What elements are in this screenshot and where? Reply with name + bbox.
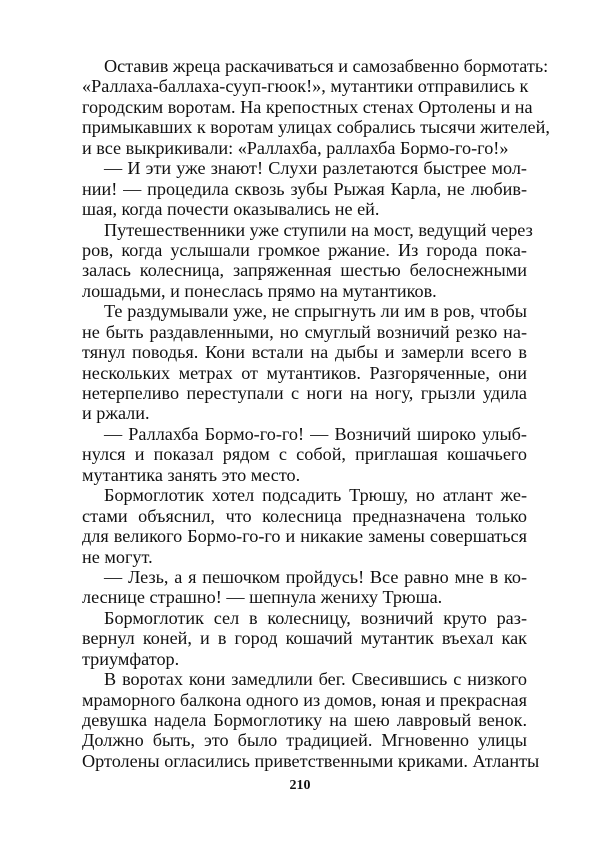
text-line: мутантика занять это место.: [82, 464, 301, 485]
text-line: В воротах кони замедлили бег. Свесившись с низкого: [104, 669, 527, 690]
page-number: 210: [289, 778, 311, 793]
text-line: и все выкрикивали: «Раллахба, раллахба Бормо-го-го!»: [82, 137, 509, 158]
text-line: девушка надела Бормоглотику на шею лавровый венок.: [82, 710, 527, 730]
text-line: Те раздумывали уже, не спрыгнуть ли им в ров, чтобы: [104, 301, 527, 322]
text-line: Оставив жреца раскачиваться и самозабвенно бормотать:: [104, 56, 549, 76]
text-line: и ржали.: [82, 403, 150, 424]
text-line: Путешественники уже ступили на мост, ведущий через: [104, 219, 533, 240]
text-line: ров, когда услышали громкое ржание. Из города пока-: [82, 239, 527, 260]
text-line: нулся и показал рядом с собой, приглашая кошачьего: [82, 444, 527, 465]
text-line: нескольких метрах от мутантиков. Разгоряченные, они: [82, 362, 527, 383]
paragraph: [82, 485, 527, 567]
paragraph: [82, 608, 527, 669]
text-line: примыкавших к воротам улицах собрались тысячи жителей,: [82, 117, 550, 138]
paragraph: [82, 158, 527, 219]
text-line: тянул поводья. Кони встали на дыбы и замерли всего в: [82, 342, 527, 363]
text-line: Бормоглотик хотел подсадить Трюшу, но атлант же-: [104, 485, 527, 506]
paragraph: [82, 56, 550, 158]
paragraph: [82, 301, 527, 424]
text-line: нии! — процедила сквозь зубы Рыжая Карла, не любив-: [82, 178, 527, 199]
text-line: — И эти уже знают! Слухи разлетаются быстрее мол-: [104, 158, 527, 179]
text-line: залась колесница, запряженная шестью белоснежными: [82, 260, 527, 281]
text-line: лошадьми, и понеслась прямо на мутантиков.: [82, 280, 437, 301]
text-line: не могут.: [82, 546, 153, 567]
text-line: для великого Бормо-го-го и никакие замены совершаться: [82, 526, 527, 547]
paragraph: [82, 567, 527, 608]
text-line: шая, когда почести оказывались не ей.: [82, 199, 380, 220]
text-line: Ортолены огласились приветственными криками. Атланты: [82, 750, 540, 771]
text-line: стами объяснил, что колесница предназначена только: [82, 505, 527, 526]
text-line: городским воротам. На крепостных стенах Ортолены и на: [82, 96, 533, 117]
text-line: нетерпеливо переступали с ноги на ногу, грызли удила: [82, 383, 527, 403]
text-line: леснице страшно! — шепнула жениху Трюша.: [82, 587, 443, 608]
paragraph: [82, 219, 533, 302]
text-line: вернул коней, и в город кошачий мутантик въехал как: [82, 628, 527, 649]
page-body-text: [82, 56, 550, 771]
text-line: Должно быть, это было традицией. Мгновенно улицы: [82, 730, 527, 751]
text-line: Бормоглотик сел в колесницу, возничий круто раз-: [104, 607, 527, 628]
paragraph: [82, 669, 540, 771]
text-line: не быть раздавленными, но смуглый возничий резко на-: [82, 321, 527, 342]
text-line: — Раллахба Бормо-го-го! — Возничий широко улыб-: [104, 423, 527, 444]
text-line: «Раллаха-баллаха-сууп-гюок!», мутантики отправились к: [82, 76, 529, 97]
text-line: — Лезь, а я пешочком пройдусь! Все равно мне в ко-: [104, 566, 527, 587]
text-line: мраморного балкона одного из домов, юная и прекрасная: [82, 689, 527, 710]
paragraph: [82, 424, 527, 485]
text-line: триумфатор.: [82, 648, 180, 669]
